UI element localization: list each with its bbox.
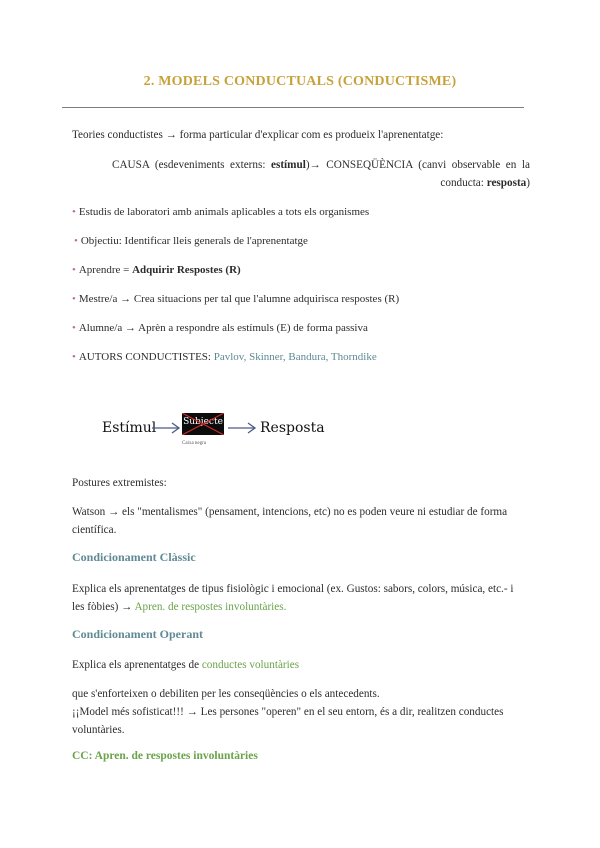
estimul-term: estímul [271, 159, 306, 171]
cross-out-icon [182, 413, 224, 435]
watson-paragraph: Watson → els "mentalismes" (pensament, intencions, etc) no es poden veure ni estudiar de forma científica. [72, 506, 508, 536]
postures-heading: Postures extremistes: [72, 477, 167, 489]
cc-text: Explica els aprenentatges de tipus fisiològic i emocional (ex. Gustos: sabors, colors, música, etc.- i les fòbies) → [72, 583, 514, 613]
co-highlight: conductes voluntàries [201, 659, 300, 671]
co-line-2: que s'enforteixen o debiliten per les conseqüències o els antecedents. [72, 688, 380, 700]
resposta-term: resposta [486, 177, 527, 189]
bullet-item-authors [72, 348, 377, 366]
black-box-caption: Caixa negra [182, 441, 207, 446]
bullet-text: Objectiu: Identificar lleis generals de l'aprenentatge [80, 235, 308, 247]
bullet-item-student [72, 319, 368, 337]
operant-consequences-paragraph [72, 685, 527, 739]
intro-paragraph: Teories conductistes → forma particular d'explicar com es produeix l'aprenentatge: [72, 129, 444, 141]
bullet-text: Mestre/a → Crea situacions per tal que l'alumne adquirisca respostes (R) [78, 293, 400, 305]
bullet-dot-icon: • [72, 293, 76, 305]
authors-list: Pavlov, Skinner, Bandura, Thorndike [213, 351, 377, 363]
bullet-text: Aprendre = [78, 264, 133, 276]
co-text: Explica els aprenentatges de [72, 659, 202, 671]
bullet-item-learn [72, 261, 241, 279]
bullet-item-teacher [72, 290, 399, 308]
cause-close: ) [526, 177, 530, 189]
bullet-dot-icon: • [72, 206, 76, 218]
consequence-text: )→ CONSEQÜÈNCIA (canvi observable en la conducta: [305, 159, 531, 189]
bullet-dot-icon: • [72, 322, 76, 334]
arrow-right-icon [152, 420, 182, 436]
bullet-bold-text: Adquirir Respostes (R) [132, 264, 241, 276]
bullet-text: Estudis de laboratori amb animals aplicables a tots els organismes [78, 206, 370, 218]
bullet-text: AUTORS CONDUCTISTES: [78, 351, 214, 363]
cc-section-heading: CC: Apren. de respostes involuntàries [72, 750, 258, 762]
cause-text: CAUSA (esdeveniments externs: [112, 159, 272, 171]
diagram-subject-label: Subjecte [183, 417, 223, 427]
bullet-dot-icon: • [72, 264, 76, 276]
operant-conditioning-paragraph [72, 656, 299, 674]
classical-conditioning-heading: Condicionament Clàssic [72, 550, 196, 564]
diagram-response-label: Resposta [260, 420, 325, 436]
cc-highlight: Apren. de respostes involuntàries. [134, 601, 287, 613]
diagram-stimulus-label: Estímul [102, 420, 157, 436]
bullet-dot-icon: • [74, 235, 78, 247]
bullet-item-objective [74, 232, 308, 250]
cause-consequence-paragraph [112, 156, 530, 192]
arrow-right-icon [228, 420, 258, 436]
page-title: 2. MODELS CONDUCTUALS (CONDUCTISME) [143, 74, 457, 89]
title-divider [62, 107, 524, 108]
bullet-dot-icon: • [72, 351, 76, 363]
co-line-3: ¡¡Model més sofisticat!!! → Les persones "operen" en el seu entorn, és a dir, realitzen conductes voluntàries. [72, 706, 504, 736]
bullet-item-laboratory [72, 203, 369, 221]
bullet-text: Alumne/a → Aprèn a respondre als estímuls (E) de forma passiva [78, 322, 368, 334]
classical-conditioning-paragraph [72, 580, 527, 616]
operant-conditioning-heading: Condicionament Operant [72, 627, 204, 641]
